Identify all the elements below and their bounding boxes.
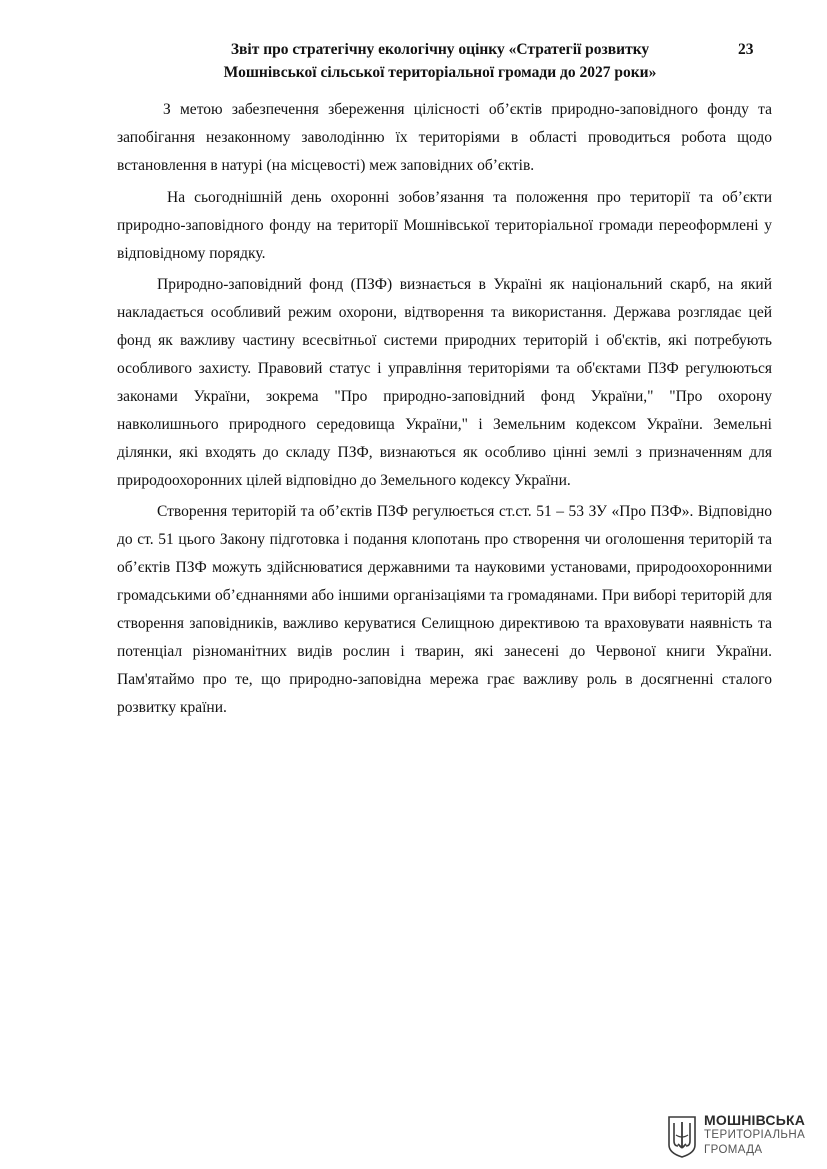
logo-text (704, 1113, 805, 1158)
logo-subtitle: ТЕРИТОРІАЛЬНА (704, 1129, 806, 1141)
logo-title: МОШНІВСЬКА (704, 1112, 806, 1128)
document-header (180, 38, 700, 84)
logo-subtitle: ГРОМАДА (704, 1144, 763, 1156)
header-title-line1: Звіт про стратегічну екологічну оцінку «Стратегії розвитку (230, 41, 650, 58)
paragraph: Природно-заповідний фонд (ПЗФ) визнається в Україні як національний скарб, на який накладається особливий режим охорони, відтворення та використання. Держава розглядає цей фонд як важливу частину всесвітньої системи природних територій і об'єктів, які потребують особливого захисту. Правовий статус і управління територіями та об'єктами ПЗФ регулюються законами України, зокрема "Про природно-заповідний фонд України," "Про охорону навколишнього природного середовища України," і Земельним кодексом України. Земельні ділянки, які входять до складу ПЗФ, визнаються як особливо цінні землі з призначенням для природоохоронних цілей відповідно до Земельного кодексу України. (117, 276, 772, 489)
paragraph: Створення територій та об’єктів ПЗФ регулюється ст.ст. 51 – 53 ЗУ «Про ПЗФ». Відповідно до ст. 51 цього Закону підготовка і подання клопотань про створення чи оголошення територій та об’єктів ПЗФ можуть здійснюватися державними та науковими установами, природоохоронними громадськими об’єднаннями або іншими організаціями та громадянами. При виборі територій для створення заповідників, важливо керуватися Селищною директивою та враховувати наявність та потенціал різноманітних видів рослин і тварин, які занесені до Червоної книги України. Пам'ятаймо про те, що природно-заповідна мережа грає важливу роль в досягненні сталого розвитку країни. (117, 503, 772, 716)
paragraph: На сьогоднішній день охоронні зобов’язання та положення про території та об’єкти природно-заповідного фонду на території Мошнівської територіальної громади переоформлені у відповідному порядку. (117, 189, 772, 262)
page-number: 23 (738, 41, 754, 58)
community-logo (667, 1113, 817, 1163)
paragraph: З метою забезпечення збереження цілісності об’єктів природно-заповідного фонду та запобігання незаконному заволодінню їх територіями в області проводиться робота щодо встановлення в натурі (на місцевості) меж заповідних об’єктів. (117, 101, 772, 174)
document-body (117, 96, 772, 722)
header-title-line2: Мошнівської сільської територіальної громади до 2027 роки» (223, 64, 657, 81)
tryzub-emblem-icon (667, 1115, 697, 1159)
